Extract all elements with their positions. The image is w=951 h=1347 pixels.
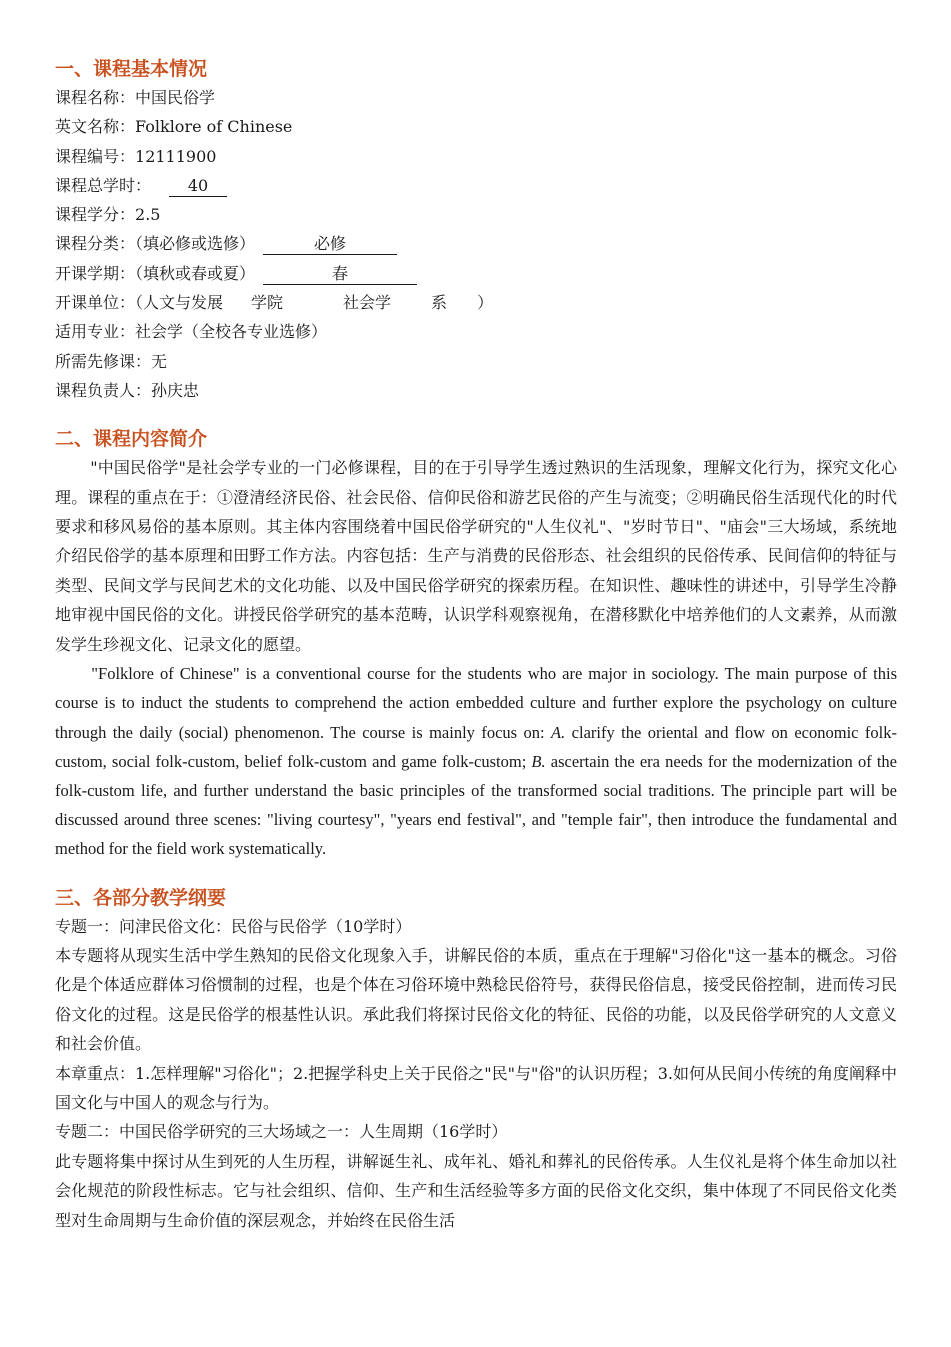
unit-row: 开课单位：（人文与发展 学院 社会学 系 ） (55, 293, 494, 313)
unit-dept: 社会学 (343, 293, 392, 313)
term-row: 开课学期：（填秋或春或夏） 春 (55, 259, 897, 288)
topic1-keypoints: 本章重点：1.怎样理解"习俗化"；2.把握学科史上关于民俗之"民"与"俗"的认识历程；3.如何从民间小传统的角度阐释中国文化与中国人的观念与行为。 (55, 1063, 897, 1112)
topic2-title: 专题二：中国民俗学研究的三大场域之一：人生周期（16学时） (55, 1122, 508, 1142)
prerequisite: 无 (151, 351, 168, 371)
total-hours: 40 (169, 176, 227, 197)
credit-row: 课程学分：2.5 (55, 205, 161, 225)
topic1-title: 专题一：问津民俗文化：民俗与民俗学（10学时） (55, 916, 412, 936)
english-summary-paragraph: "Folklore of Chinese" is a conventional course for the students who are major in sociology. The main purpose of this course is to induct the students to comprehend the action embedded culture and further explore the psychology on culture through the daily (social) phenomenon. The course is mainly focus on: A. clarify the oriental and flow on economic folk-custom, social folk-custom, belief folk-custom and game folk-custom; B. ascertain the era needs for the modernization of the folk-custom life, and further understand the basic principles of the transformed social traditions. The principle part will be discussed around three scenes: "living courtesy", "years end festival", and "temple fair", then introduce the fundamental and method for the field work systematically. (55, 664, 897, 859)
major-row: 适用专业：社会学（全校各专业选修） (55, 322, 328, 342)
point-a-label: A. (551, 722, 566, 742)
unit-college: 学院 (251, 293, 284, 313)
unit-xi: 系 (431, 293, 448, 313)
category-row: 课程分类：（填必修或选修） 必修 (55, 229, 897, 258)
course-name-row: 课程名称：中国民俗学 (55, 88, 216, 107)
term: 春 (263, 264, 417, 285)
english-name: Folklore of Chinese (135, 117, 293, 137)
course-owner: 孙庆忠 (151, 380, 200, 400)
prereq-row: 所需先修课：无 (55, 351, 168, 371)
point-b-label: B. (531, 751, 546, 771)
topic2-body: 此专题将集中探讨从生到死的人生历程，讲解诞生礼、成年礼、婚礼和葬礼的民俗传承。人生仪礼是将个体生命加以社会化规范的阶段性标志。它与社会组织、信仰、生产和生活经验等多方面的民俗文化交织，集中体现了不同民俗文化类型对生命周期与生命价值的深层观念，并始终在民俗生活 (55, 1151, 897, 1230)
course-code-row: 课程编号：12111900 (55, 146, 217, 166)
topic1-body: 本专题将从现实生活中学生熟知的民俗文化现象入手，讲解民俗的本质，重点在于理解"习俗化"这一基本的概念。习俗化是个体适应群体习俗惯制的过程，也是个体在习俗环境中熟稔民俗符号，获得民俗信息，接受民俗控制，进而传习民俗文化的过程。这是民俗学的根基性认识。承此我们将探讨民俗文化的特征、民俗的功能，以及民俗学研究的人文意义和社会价值。 (55, 945, 897, 1054)
chinese-summary-paragraph: "中国民俗学"是社会学专业的一门必修课程，目的在于引导学生透过熟识的生活现象，理解文化行为，探究文化心理。课程的重点在于：①澄清经济民俗、社会民俗、信仰民俗和游艺民俗的产生与流变；②明确民俗生活现代化的时代要求和移风易俗的基本原则。其主体内容围绕着中国民俗学研究的"人生仪礼"、"岁时节日"、"庙会"三大场域，系统地介绍民俗学的基本原理和田野工作方法。内容包括：生产与消费的民俗形态、社会组织的民俗传承、民间信仰的特征与类型、民间文学与民间艺术的文化功能、以及中国民俗学研究的探索历程。在知识性、趣味性的讲述中，引导学生冷静地审视中国民俗的文化。讲授民俗学研究的基本范畴，认识学科观察视角，在潜移默化中培养他们的人文素养，从而激发学生珍视文化、记录文化的愿望。 (55, 458, 897, 654)
section2-heading: 二、课程内容简介 (55, 428, 208, 451)
section3-heading: 三、各部分教学纲要 (55, 886, 227, 909)
major: 社会学（全校各专业选修） (135, 322, 328, 342)
section1-heading: 一、课程基本情况 (55, 58, 208, 80)
owner-row: 课程负责人：孙庆忠 (55, 380, 200, 400)
credit: 2.5 (135, 205, 161, 225)
english-name-row: 英文名称：Folklore of Chinese (55, 117, 293, 137)
course-name: 中国民俗学 (135, 88, 216, 107)
course-code: 12111900 (135, 146, 217, 166)
document-page (55, 55, 897, 1235)
total-hours-row: 课程总学时： 40 (55, 171, 897, 200)
category: 必修 (263, 234, 397, 255)
